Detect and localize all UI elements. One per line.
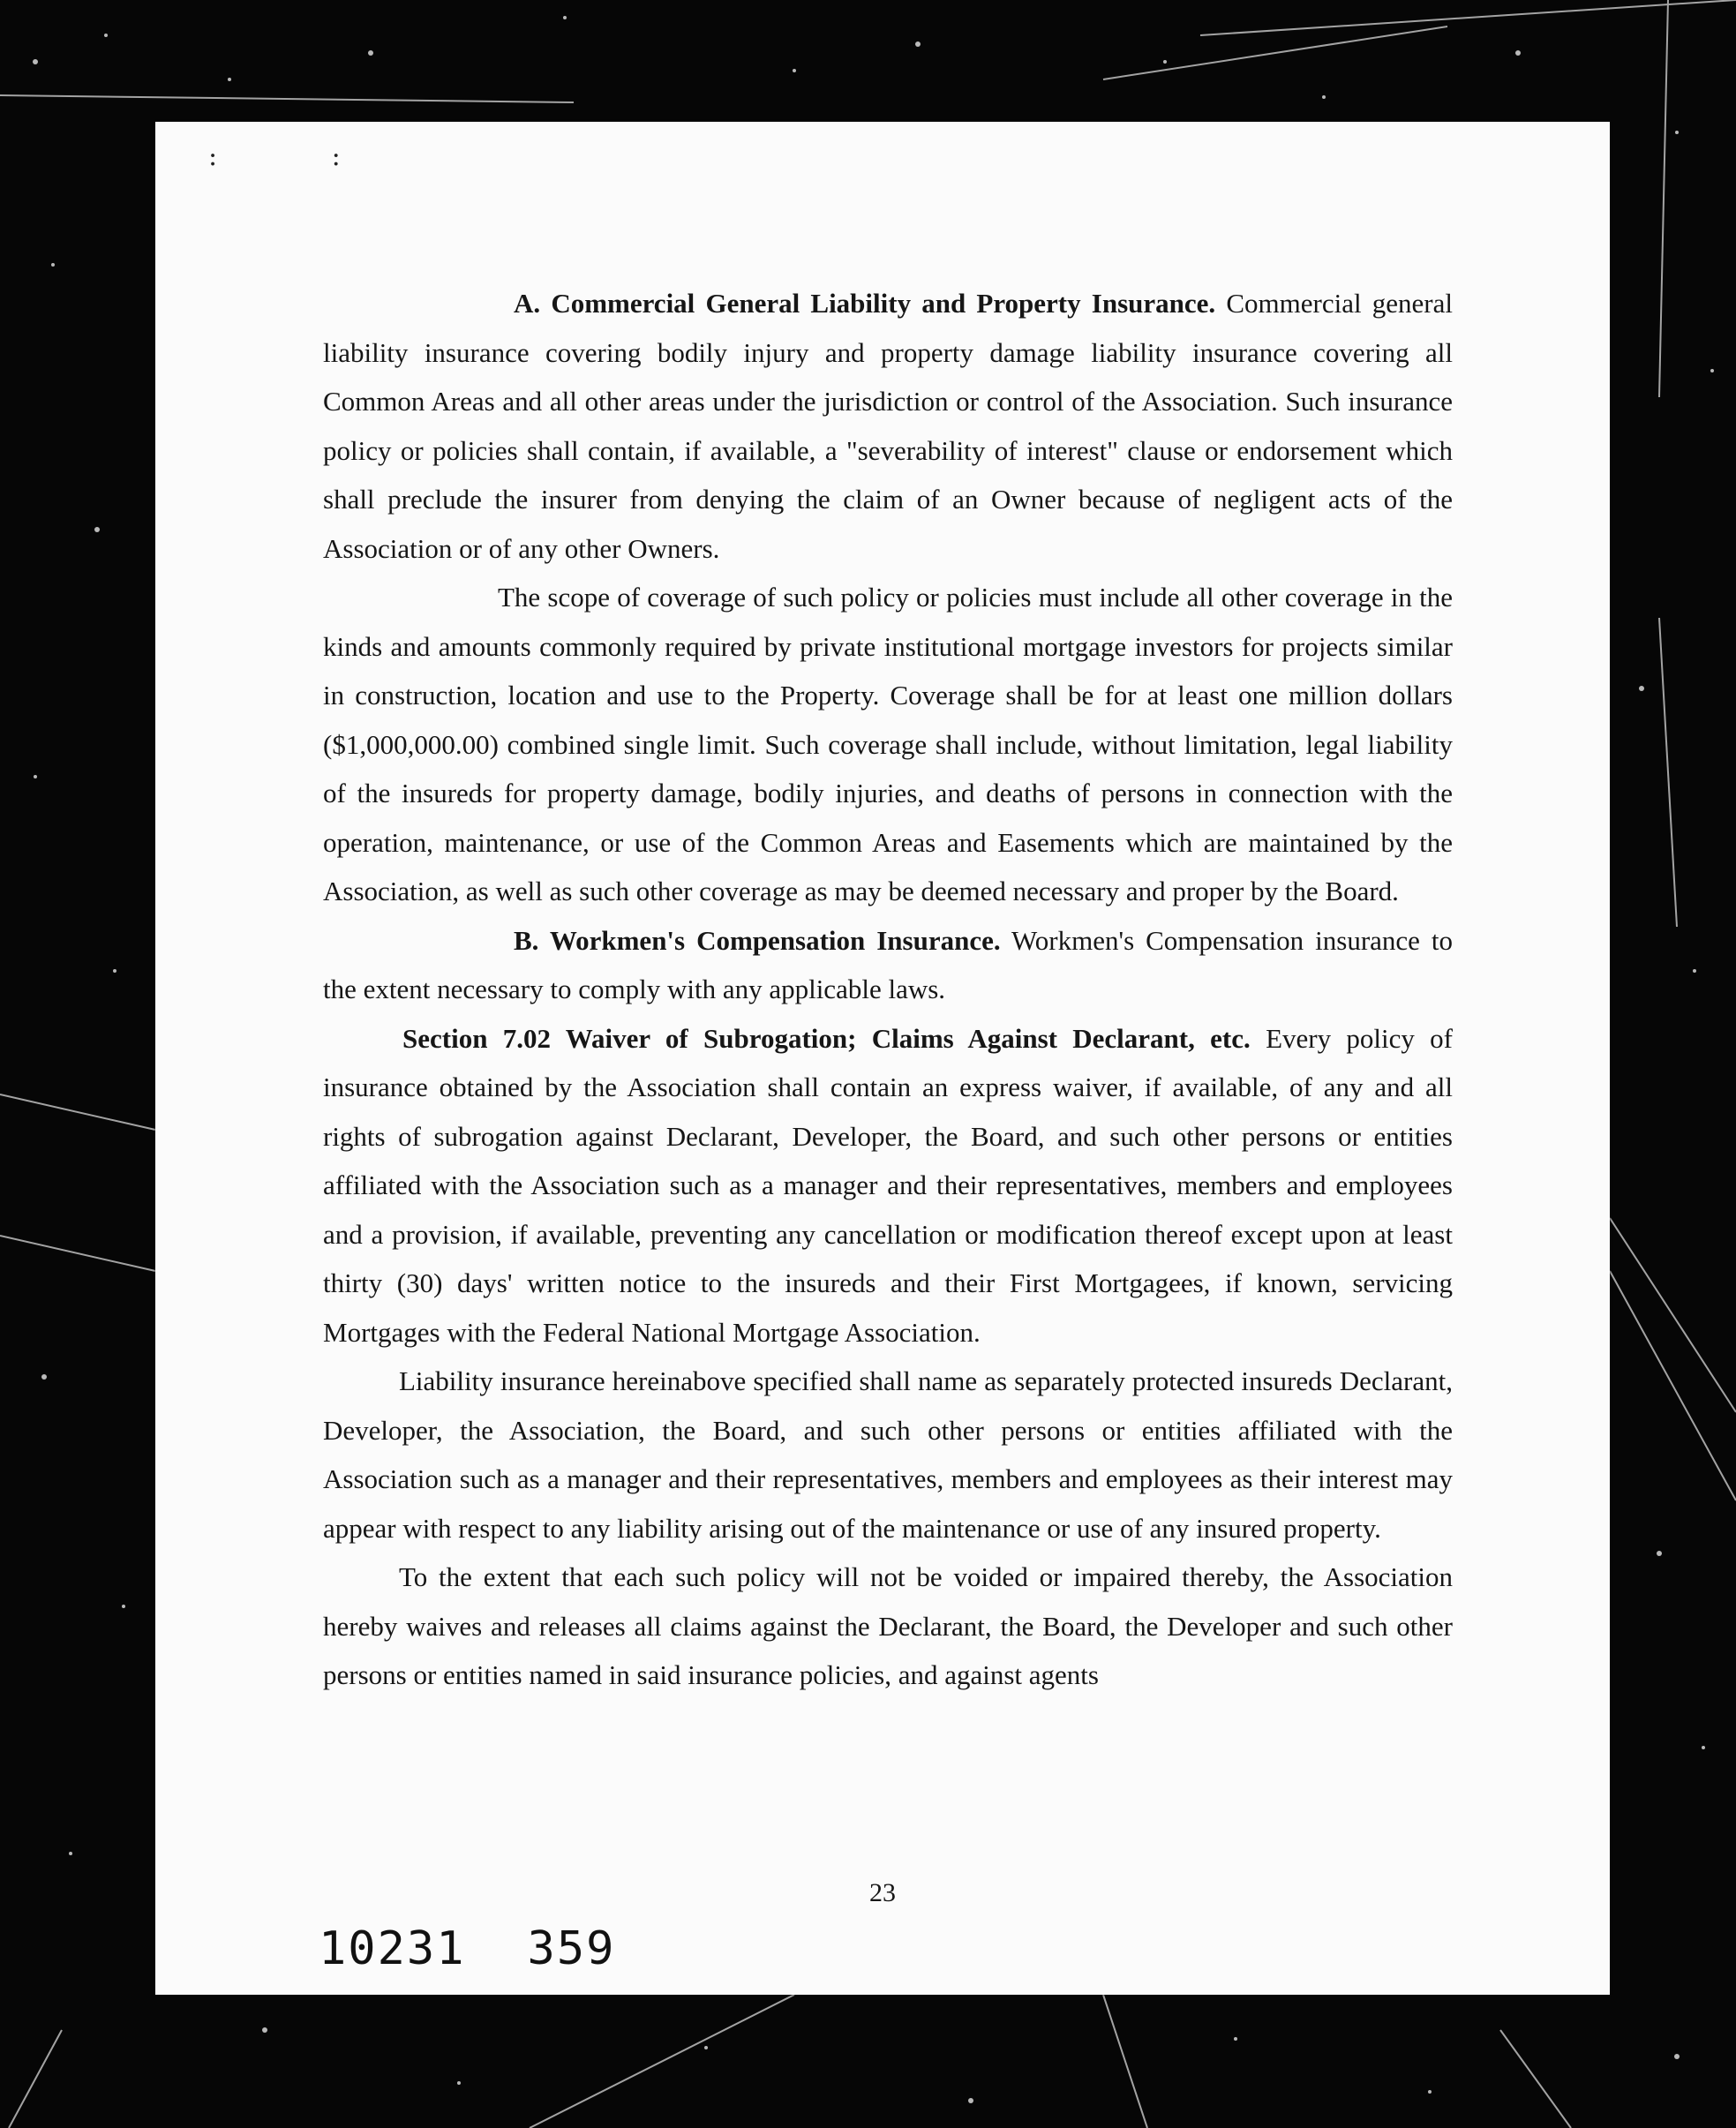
document-body — [323, 279, 1453, 1700]
paragraph-text: Every policy of insurance obtained by the Association shall contain an express waiver, if available, of any and all rights of subrogation against Declarant, Developer, the Board, and such other persons or entities affiliated with the Association such as a manager and their representatives, members and employees and a provision, if available, preventing any cancellation or modification thereof except upon at least thirty (30) days' written notice to the insureds and their First Mortgagees, if known, servicing Mortgages with the Federal National Mortgage Association. — [323, 1022, 1453, 1348]
document-page — [155, 122, 1610, 1995]
heading-commercial-liability: A. Commercial General Liability and Property Insurance. — [514, 288, 1216, 319]
paragraph-text: Workmen's Compensation insurance to the extent necessary to comply with any applicable laws. — [323, 924, 1453, 1004]
paragraph-text: To the extent that each such policy will not be voided or impaired thereby, the Association hereby waives and releases all claims against the Declarant, the Board, the Developer and such other persons or entities named in said insurance policies, and against agents — [323, 1561, 1453, 1690]
paragraph-waiver-of-subrogation — [323, 1014, 1453, 1357]
paragraph-text: Commercial general liability insurance covering bodily injury and property damage liability insurance covering all Common Areas and all other areas under the jurisdiction or control of the Association. Such insurance policy or policies shall contain, if available, a "severability of interest" clause or endorsement which shall preclude the insurer from denying the claim of an Owner because of negligent acts of the Association or of any other Owners. — [323, 288, 1453, 564]
paragraph-release-of-claims — [323, 1553, 1453, 1700]
recording-stamp — [319, 1922, 615, 1975]
page-number: 23 — [869, 1878, 896, 1907]
stamp-book-number: 10231 — [319, 1922, 466, 1975]
paragraph-liability-insureds — [323, 1357, 1453, 1553]
stamp-page-number: 359 — [527, 1922, 616, 1975]
paragraph-text: Liability insurance hereinabove specified shall name as separately protected insureds Declarant, Developer, the Association, the Board, and such other persons or entities affiliated with the Association such as a manager and their representatives, members and employees as their interest may appear with respect to any liability arising out of the maintenance or use of any insured property. — [323, 1365, 1453, 1544]
corner-marks: : : — [208, 141, 394, 172]
paragraph-workmens-compensation — [323, 916, 1453, 1014]
paragraph-text: The scope of coverage of such policy or policies must include all other coverage in the kinds and amounts commonly required by private institutional mortgage investors for projects similar in construction, location and use to the Property. Coverage shall be for at least one million dollars ($1,000,000.00) combined single limit. Such coverage shall include, without limitation, legal liability of the insureds for property damage, bodily injuries, and deaths of persons in connection with the operation, maintenance, or use of the Common Areas and Easements which are maintained by the Association, as well as such other coverage as may be deemed necessary and proper by the Board. — [323, 582, 1453, 906]
paragraph-commercial-liability — [323, 279, 1453, 573]
heading-section-7-02: Section 7.02 Waiver of Subrogation; Claims Against Declarant, etc. — [402, 1022, 1251, 1054]
paragraph-scope-of-coverage — [323, 573, 1453, 916]
heading-workmens-compensation: B. Workmen's Compensation Insurance. — [514, 924, 1001, 956]
